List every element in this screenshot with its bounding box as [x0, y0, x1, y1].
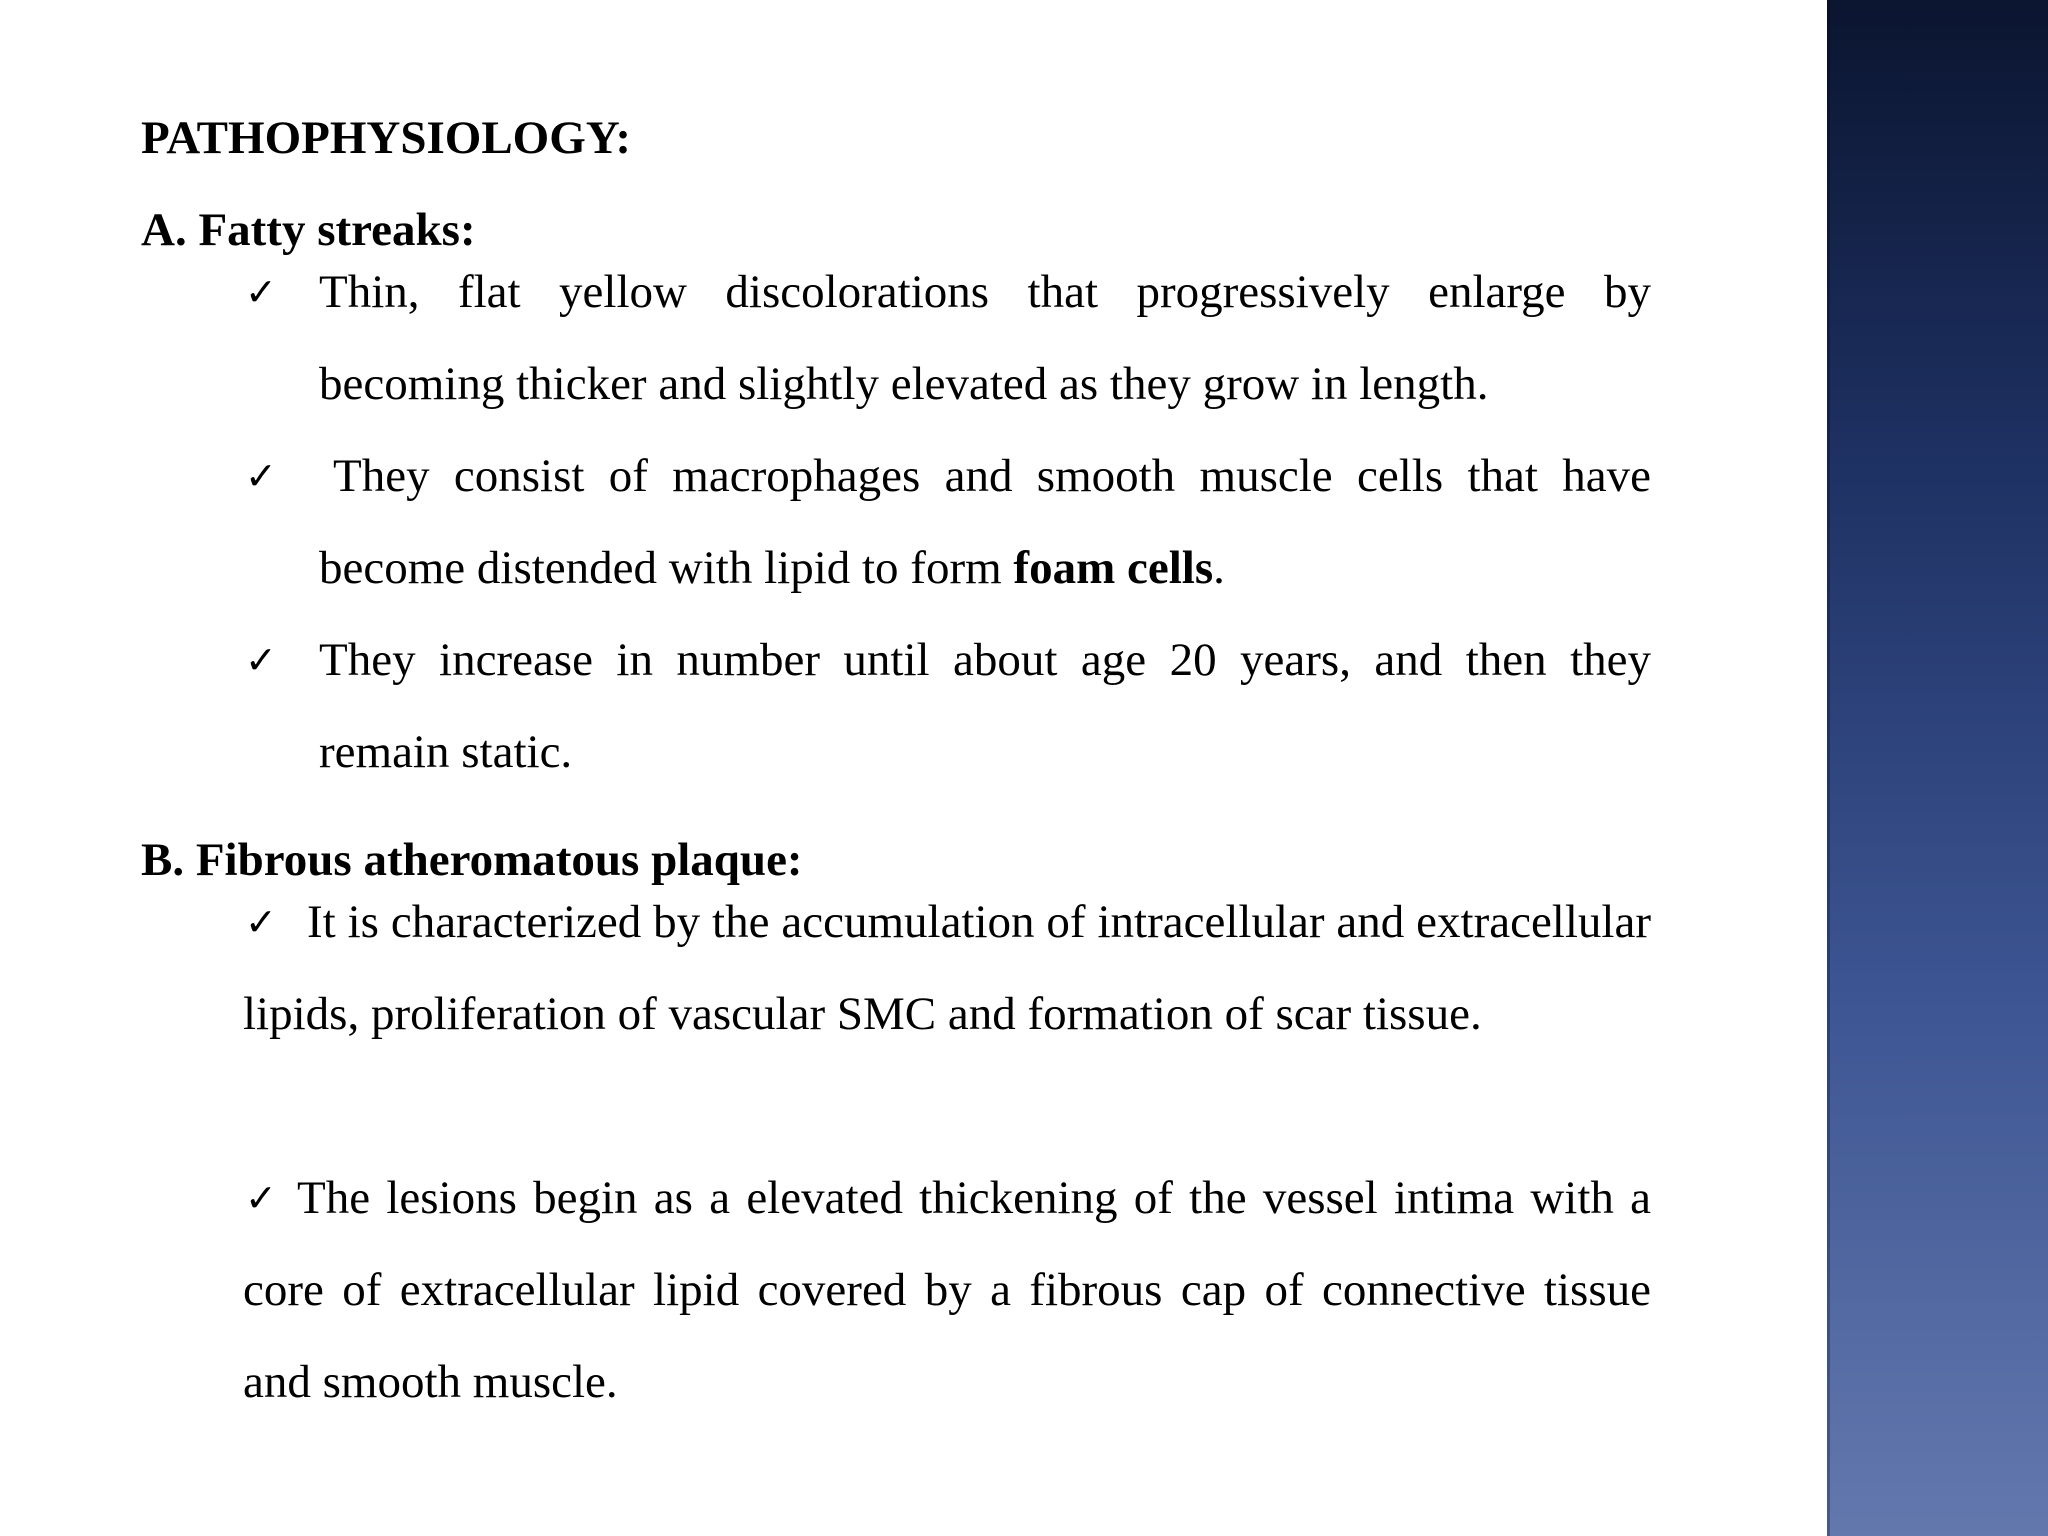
section-a-bullet-3: They increase in number until about age 20 years, and then they remain static.: [319, 634, 1651, 778]
section-b-bullet-1: It is characterized by the accumulation of intracellular and extracellular lipids, proliferation of vascular SMC and formation of scar tissue.: [243, 896, 1651, 1040]
slide-content: [141, 100, 1651, 1500]
check-icon: ✓: [245, 454, 277, 498]
check-icon: ✓: [245, 270, 277, 314]
decorative-side-band: [1827, 0, 2048, 1536]
bullet-text: They consist of macrophages and smooth muscle cells that have become distended with lipid to form: [319, 450, 1651, 594]
check-icon: ✓: [245, 638, 277, 682]
bullet-text-end: .: [1213, 542, 1225, 594]
check-icon: ✓: [245, 900, 277, 944]
section-a-heading: A. Fatty streaks:: [141, 204, 476, 256]
section-b-heading: B. Fibrous atheromatous plaque:: [141, 834, 803, 886]
section-a-bullet-2: [319, 430, 1651, 614]
section-b-bullet-2: The lesions begin as a elevated thickening of the vessel intima with a core of extracellular lipid covered by a fibrous cap of connective tissue and smooth muscle.: [243, 1172, 1651, 1408]
check-icon: ✓: [245, 1176, 277, 1220]
section-a-bullet-1: Thin, flat yellow discolorations that progressively enlarge by becoming thicker and slightly elevated as they grow in length.: [319, 266, 1651, 410]
foam-cells-term: foam cells: [1013, 542, 1214, 594]
slide-title: PATHOPHYSIOLOGY:: [141, 112, 632, 164]
